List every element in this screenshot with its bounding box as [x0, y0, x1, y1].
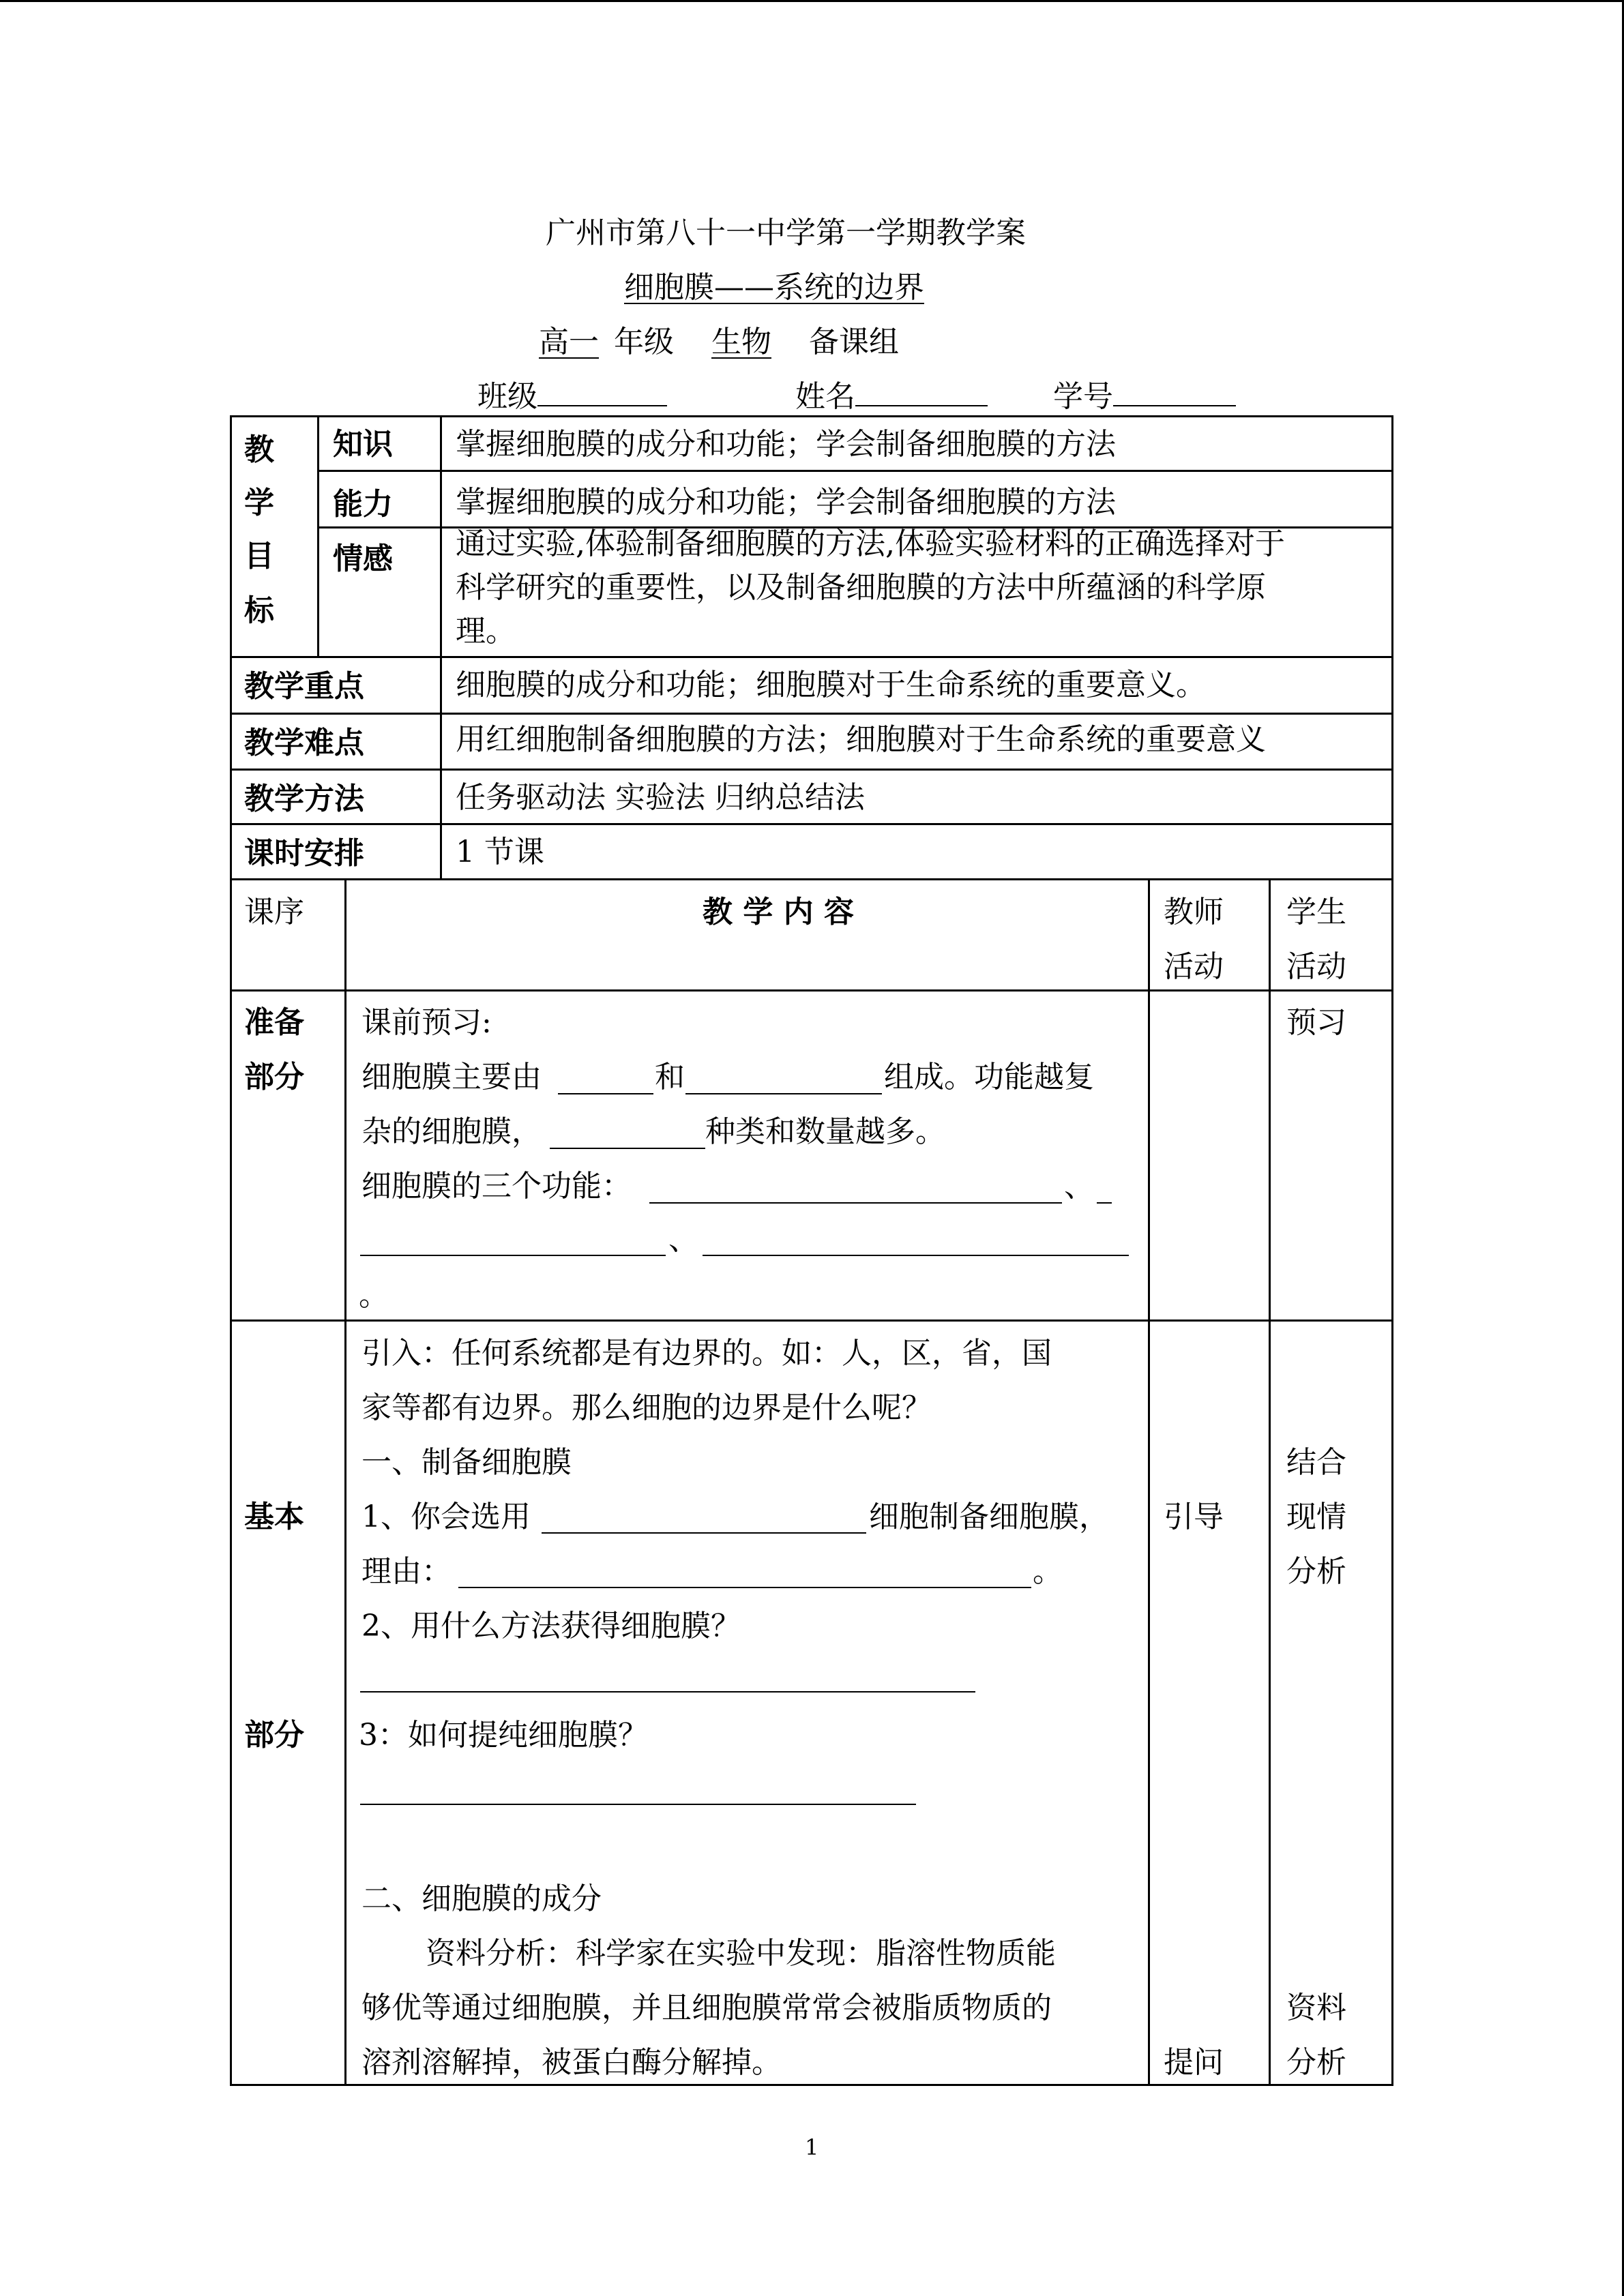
id-field[interactable] — [1113, 378, 1236, 406]
col-teacher-header-2: 活动 — [1164, 949, 1224, 984]
grade-line — [524, 317, 899, 361]
emotion-line-1: 通过实验,体验制备细胞膜的方法,体验实验材料的正确选择对于 — [456, 526, 1285, 561]
group-suffix: 备课组 — [809, 325, 899, 359]
lesson-title-text: 细胞膜——系统的边界 — [624, 270, 924, 305]
methods-text: 任务驱动法 实验法 归纳总结法 — [456, 780, 865, 815]
basic-line-1: 引入：任何系统都是有边界的。如：人，区，省，国 — [361, 1336, 1052, 1371]
basic-student-activity-2b: 分析 — [1286, 2045, 1346, 2080]
prep-line-4a: 细胞膜的三个功能： — [361, 1169, 632, 1204]
prep-blank-4[interactable] — [649, 1202, 1062, 1204]
goals-label-3: 目 — [244, 539, 274, 573]
difficulties-text: 用红细胞制备细胞膜的方法；细胞膜对于生命系统的重要意义 — [456, 722, 1266, 757]
prep-blank-3[interactable] — [550, 1148, 705, 1149]
ability-text: 掌握细胞膜的成分和功能；学会制备细胞膜的方法 — [456, 485, 1116, 520]
prep-line-3b: 种类和数量越多。 — [705, 1114, 945, 1149]
basic-blank-1[interactable] — [542, 1532, 866, 1534]
basic-line-4b: 细胞制备细胞膜， — [869, 1500, 1109, 1534]
basic-blank-4[interactable] — [360, 1804, 916, 1805]
key-points-text: 细胞膜的成分和功能；细胞膜对于生命系统的重要意义。 — [456, 668, 1206, 702]
school-title: 广州市第八十一中学第一学期教学案 — [546, 215, 1026, 250]
prep-line-2b: 和 — [655, 1060, 685, 1094]
lesson-title — [542, 263, 964, 306]
basic-line-10: 够优等通过细胞膜，并且细胞膜常常会被脂质物质的 — [361, 1991, 1052, 2025]
prep-blank-4-end[interactable] — [1097, 1202, 1112, 1204]
knowledge-label: 知识 — [333, 427, 393, 462]
basic-blank-2[interactable] — [458, 1587, 1031, 1588]
schedule-label: 课时安排 — [244, 836, 364, 871]
basic-student-activity-1c: 分析 — [1286, 1554, 1346, 1589]
methods-label: 教学方法 — [244, 781, 364, 816]
basic-line-9: 资料分析：科学家在实验中发现：脂溶性物质能 — [426, 1936, 1056, 1971]
prep-line-3a: 杂的细胞膜， — [361, 1114, 542, 1149]
col-sequence-header: 课序 — [244, 895, 304, 929]
prep-line-1: 课前预习: — [361, 1005, 492, 1040]
grade-value: 高一 — [539, 325, 599, 359]
name-label: 姓名 — [795, 379, 855, 414]
basic-teacher-activity-1: 引导 — [1164, 1500, 1224, 1534]
schedule-text: 1 节课 — [456, 835, 544, 869]
top-border-line — [0, 0, 1624, 2]
goals-label-2: 学 — [244, 486, 274, 520]
basic-line-4a: 1、你会选用 — [361, 1500, 531, 1534]
basic-line-5b: 。 — [1033, 1554, 1063, 1589]
page-number: 1 — [805, 2134, 819, 2160]
basic-line-3: 一、制备细胞膜 — [361, 1445, 572, 1480]
goals-label-1: 教 — [244, 432, 274, 467]
col-content-header: 教 学 内 容 — [703, 895, 854, 929]
basic-teacher-activity-2: 提问 — [1164, 2045, 1224, 2080]
col-teacher-header-1: 教师 — [1164, 895, 1224, 929]
prep-line-6: 。 — [359, 1278, 389, 1313]
basic-line-2: 家等都有边界。那么细胞的边界是什么呢？ — [361, 1390, 932, 1425]
basic-line-5a: 理由： — [361, 1554, 452, 1589]
name-field[interactable] — [855, 378, 988, 406]
prep-label-1: 准备 — [244, 1005, 304, 1040]
prep-blank-6[interactable] — [703, 1255, 1129, 1256]
prep-blank-5[interactable] — [360, 1255, 666, 1256]
basic-student-activity-1b: 现情 — [1286, 1500, 1346, 1534]
basic-line-11: 溶剂溶解掉，被蛋白酶分解掉。 — [361, 2045, 782, 2080]
basic-line-8: 二、细胞膜的成分 — [361, 1881, 602, 1916]
class-field[interactable] — [537, 378, 667, 406]
goals-label-4: 标 — [244, 593, 274, 628]
emotion-line-3: 理。 — [456, 614, 516, 648]
prep-blank-1[interactable] — [558, 1093, 653, 1094]
ability-label: 能力 — [333, 487, 393, 522]
prep-line-2c: 组成。功能越复 — [884, 1060, 1094, 1094]
student-info-line — [477, 372, 1236, 415]
basic-blank-3[interactable] — [360, 1691, 975, 1693]
prep-student-activity: 预习 — [1286, 1005, 1346, 1040]
difficulties-label: 教学难点 — [244, 726, 364, 760]
col-student-header-1: 学生 — [1286, 895, 1346, 929]
prep-label-2: 部分 — [244, 1060, 304, 1094]
prep-line-4b: 、 — [1064, 1169, 1094, 1204]
subject-value: 生物 — [711, 325, 771, 359]
prep-line-5: 、 — [668, 1222, 698, 1257]
emotion-label: 情感 — [333, 541, 393, 576]
prep-line-2a: 细胞膜主要由 — [361, 1060, 542, 1094]
key-points-label: 教学重点 — [244, 669, 364, 704]
class-label: 班级 — [477, 379, 537, 414]
col-student-header-2: 活动 — [1286, 949, 1346, 984]
basic-student-activity-1a: 结合 — [1286, 1445, 1346, 1480]
grade-suffix: 年级 — [614, 325, 674, 359]
knowledge-text: 掌握细胞膜的成分和功能；学会制备细胞膜的方法 — [456, 427, 1116, 462]
basic-student-activity-2a: 资料 — [1286, 1991, 1346, 2025]
prep-blank-2[interactable] — [685, 1093, 882, 1094]
basic-line-6: 2、用什么方法获得细胞膜？ — [361, 1609, 741, 1643]
basic-label-1: 基本 — [244, 1500, 304, 1534]
basic-label-2: 部分 — [244, 1718, 304, 1753]
id-label: 学号 — [1053, 379, 1113, 414]
basic-line-7: 3：如何提纯细胞膜？ — [359, 1718, 648, 1753]
emotion-line-2: 科学研究的重要性，以及制备细胞膜的方法中所蕴涵的科学原 — [456, 570, 1266, 605]
